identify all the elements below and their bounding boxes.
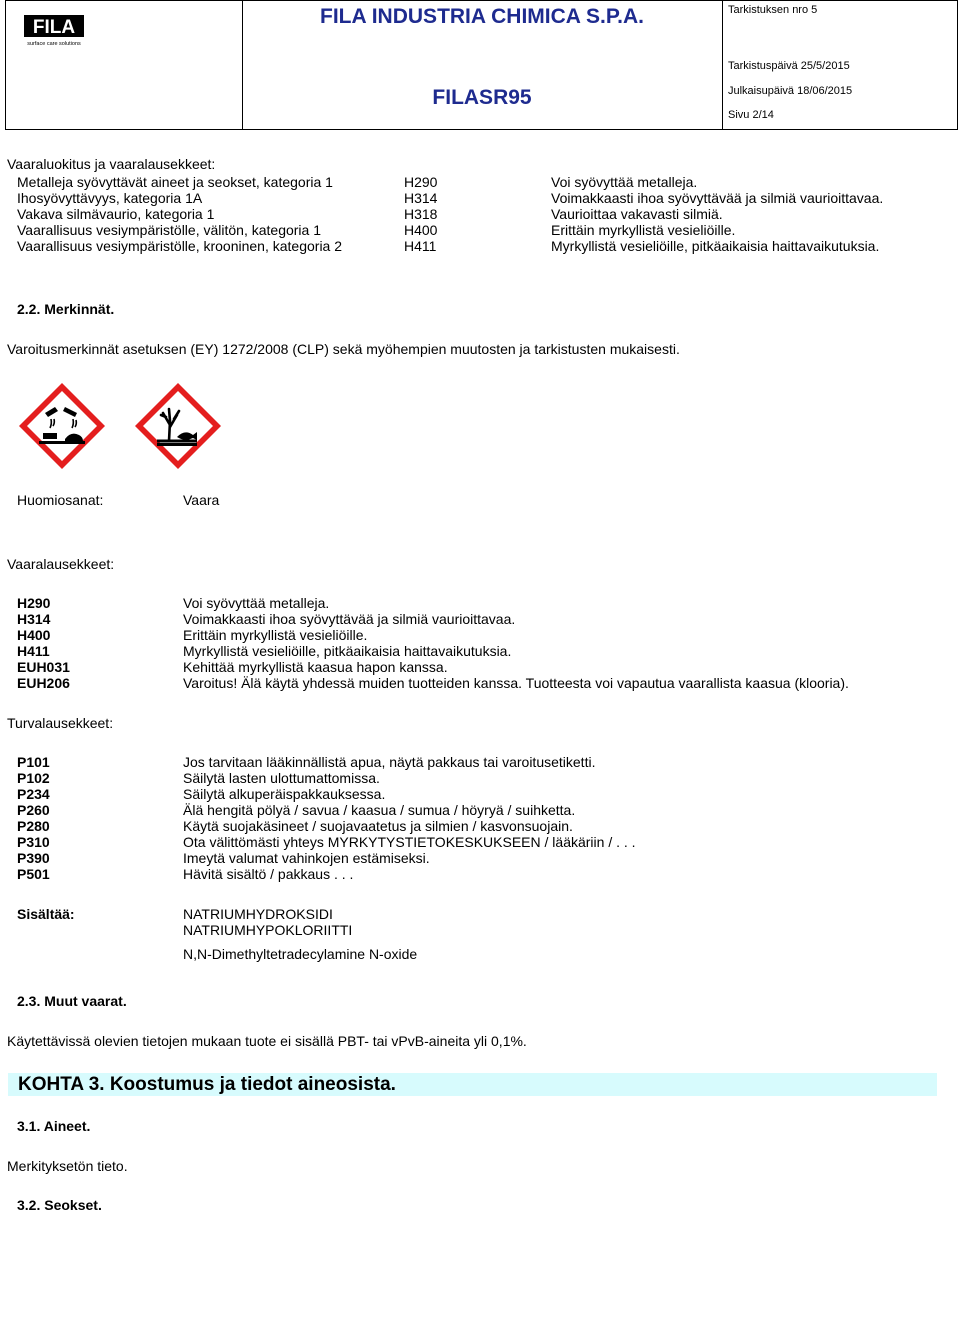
- company-name: FILA INDUSTRIA CHIMICA S.P.A.: [320, 5, 644, 28]
- hazard-code: H314: [17, 611, 51, 627]
- classification-category: Vakava silmävaurio, kategoria 1: [17, 206, 215, 222]
- classification-text: Voimakkaasti ihoa syövyttävää ja silmiä vaurioittavaa.: [551, 190, 884, 206]
- classification-text: Voi syövyttää metalleja.: [551, 174, 698, 190]
- classification-category: Ihosyövyttävyys, kategoria 1A: [17, 190, 203, 206]
- classification-code: H290: [404, 174, 438, 190]
- section-3-title: KOHTA 3. Koostumus ja tiedot aineosista.: [18, 1074, 396, 1095]
- precaution-text: Säilytä lasten ulottumattomissa.: [183, 770, 380, 786]
- classification-code: H318: [404, 206, 438, 222]
- classification-heading: Vaaraluokitus ja vaaralausekkeet:: [7, 156, 216, 172]
- precaution-code: P234: [17, 786, 50, 802]
- logo-text: FILA: [32, 17, 76, 38]
- precaution-text: Älä hengitä pölyä / savua / kaasua / sumua / höyryä / suihketta.: [183, 802, 576, 818]
- classification-code: H411: [404, 238, 437, 254]
- corrosion-pictogram-icon: [17, 381, 107, 474]
- precaution-code: P280: [17, 818, 50, 834]
- classification-text: Erittäin myrkyllistä vesieliöille.: [551, 222, 736, 238]
- labelling-heading: 2.2. Merkinnät.: [17, 301, 115, 317]
- precaution-code: P501: [17, 866, 50, 882]
- precaution-text: Käytä suojakäsineet / suojavaatetus ja silmien / kasvonsuojain.: [183, 818, 573, 834]
- mixtures-heading: 3.2. Seokset.: [17, 1197, 102, 1213]
- precaution-text: Imeytä valumat vahinkojen estämiseksi.: [183, 850, 430, 866]
- revision-date: Tarkistuspäivä 25/5/2015: [728, 60, 850, 72]
- precaution-text: Jos tarvitaan lääkinnällistä apua, näytä pakkaus tai varoitusetiketti.: [183, 754, 596, 770]
- hazard-text: Kehittää myrkyllistä kaasua hapon kanssa.: [183, 659, 448, 675]
- hazard-code: EUH206: [17, 675, 70, 691]
- revision-number: Tarkistuksen nro 5: [728, 4, 818, 16]
- environment-pictogram-icon: [133, 381, 223, 474]
- hazard-code: H411: [17, 643, 50, 659]
- labelling-intro: Varoitusmerkinnät asetuksen (EY) 1272/2008 (CLP) sekä myöhempien muutosten ja tarkistusten mukaisesti.: [7, 341, 680, 357]
- precaution-code: P101: [17, 754, 50, 770]
- precaution-text: Säilytä alkuperäispakkauksessa.: [183, 786, 386, 802]
- product-code: FILASR95: [432, 86, 532, 109]
- precaution-code: P390: [17, 850, 50, 866]
- precaution-code: P310: [17, 834, 50, 850]
- hazard-text: Myrkyllistä vesieliöille, pitkäaikaisia haittavaikutuksia.: [183, 643, 512, 659]
- hazard-text: Voi syövyttää metalleja.: [183, 595, 330, 611]
- hazard-text: Varoitus! Älä käytä yhdessä muiden tuotteiden kanssa. Tuotteesta voi vapautua vaarallista kaasua (klooria).: [183, 675, 849, 691]
- hazard-code: H290: [17, 595, 51, 611]
- hazard-code: EUH031: [17, 659, 70, 675]
- precaution-text: Hävitä sisältö / pakkaus . . .: [183, 866, 354, 882]
- classification-text: Myrkyllistä vesieliöille, pitkäaikaisia haittavaikutuksia.: [551, 238, 880, 254]
- contains-item: NATRIUMHYDROKSIDI: [183, 906, 333, 922]
- page-number: Sivu 2/14: [728, 109, 774, 121]
- substances-heading: 3.1. Aineet.: [17, 1118, 91, 1134]
- classification-code: H400: [404, 222, 438, 238]
- classification-category: Vaarallisuus vesiympäristölle, krooninen, kategoria 2: [17, 238, 343, 254]
- signal-word: Vaara: [183, 492, 220, 508]
- classification-code: H314: [404, 190, 438, 206]
- hazard-text: Erittäin myrkyllistä vesieliöille.: [183, 627, 368, 643]
- classification-text: Vaurioittaa vakavasti silmiä.: [551, 206, 723, 222]
- precaution-code: P260: [17, 802, 50, 818]
- document-header: [5, 0, 958, 130]
- section-3-bar: [8, 1073, 937, 1096]
- substances-text: Merkityksetön tieto.: [7, 1158, 128, 1174]
- hazard-text: Voimakkaasti ihoa syövyttävää ja silmiä vaurioittavaa.: [183, 611, 516, 627]
- hazard-statements-heading: Vaaralausekkeet:: [7, 556, 115, 572]
- signal-word-label: Huomiosanat:: [17, 492, 104, 508]
- other-hazards-heading: 2.3. Muut vaarat.: [17, 993, 127, 1009]
- precaution-code: P102: [17, 770, 50, 786]
- other-hazards-text: Käytettävissä olevien tietojen mukaan tuote ei sisällä PBT- tai vPvB-aineita yli 0,1%.: [7, 1033, 527, 1049]
- publication-date: Julkaisupäivä 18/06/2015: [728, 85, 853, 97]
- precaution-text: Ota välittömästi yhteys MYRKYTYSTIETOKESKUKSEEN / lääkäriin / . . .: [183, 834, 636, 850]
- header-divider: [722, 1, 723, 129]
- contains-item: N,N-Dimethyltetradecylamine N-oxide: [183, 946, 418, 962]
- classification-category: Metalleja syövyttävät aineet ja seokset, kategoria 1: [17, 174, 333, 190]
- logo-tagline: surface care solutions: [27, 41, 81, 47]
- fila-logo: [24, 15, 84, 50]
- contains-label: Sisältää:: [17, 906, 75, 922]
- contains-item: NATRIUMHYPOKLORIITTI: [183, 922, 353, 938]
- classification-category: Vaarallisuus vesiympäristölle, välitön, kategoria 1: [17, 222, 321, 238]
- hazard-code: H400: [17, 627, 51, 643]
- precautionary-statements-heading: Turvalausekkeet:: [7, 715, 114, 731]
